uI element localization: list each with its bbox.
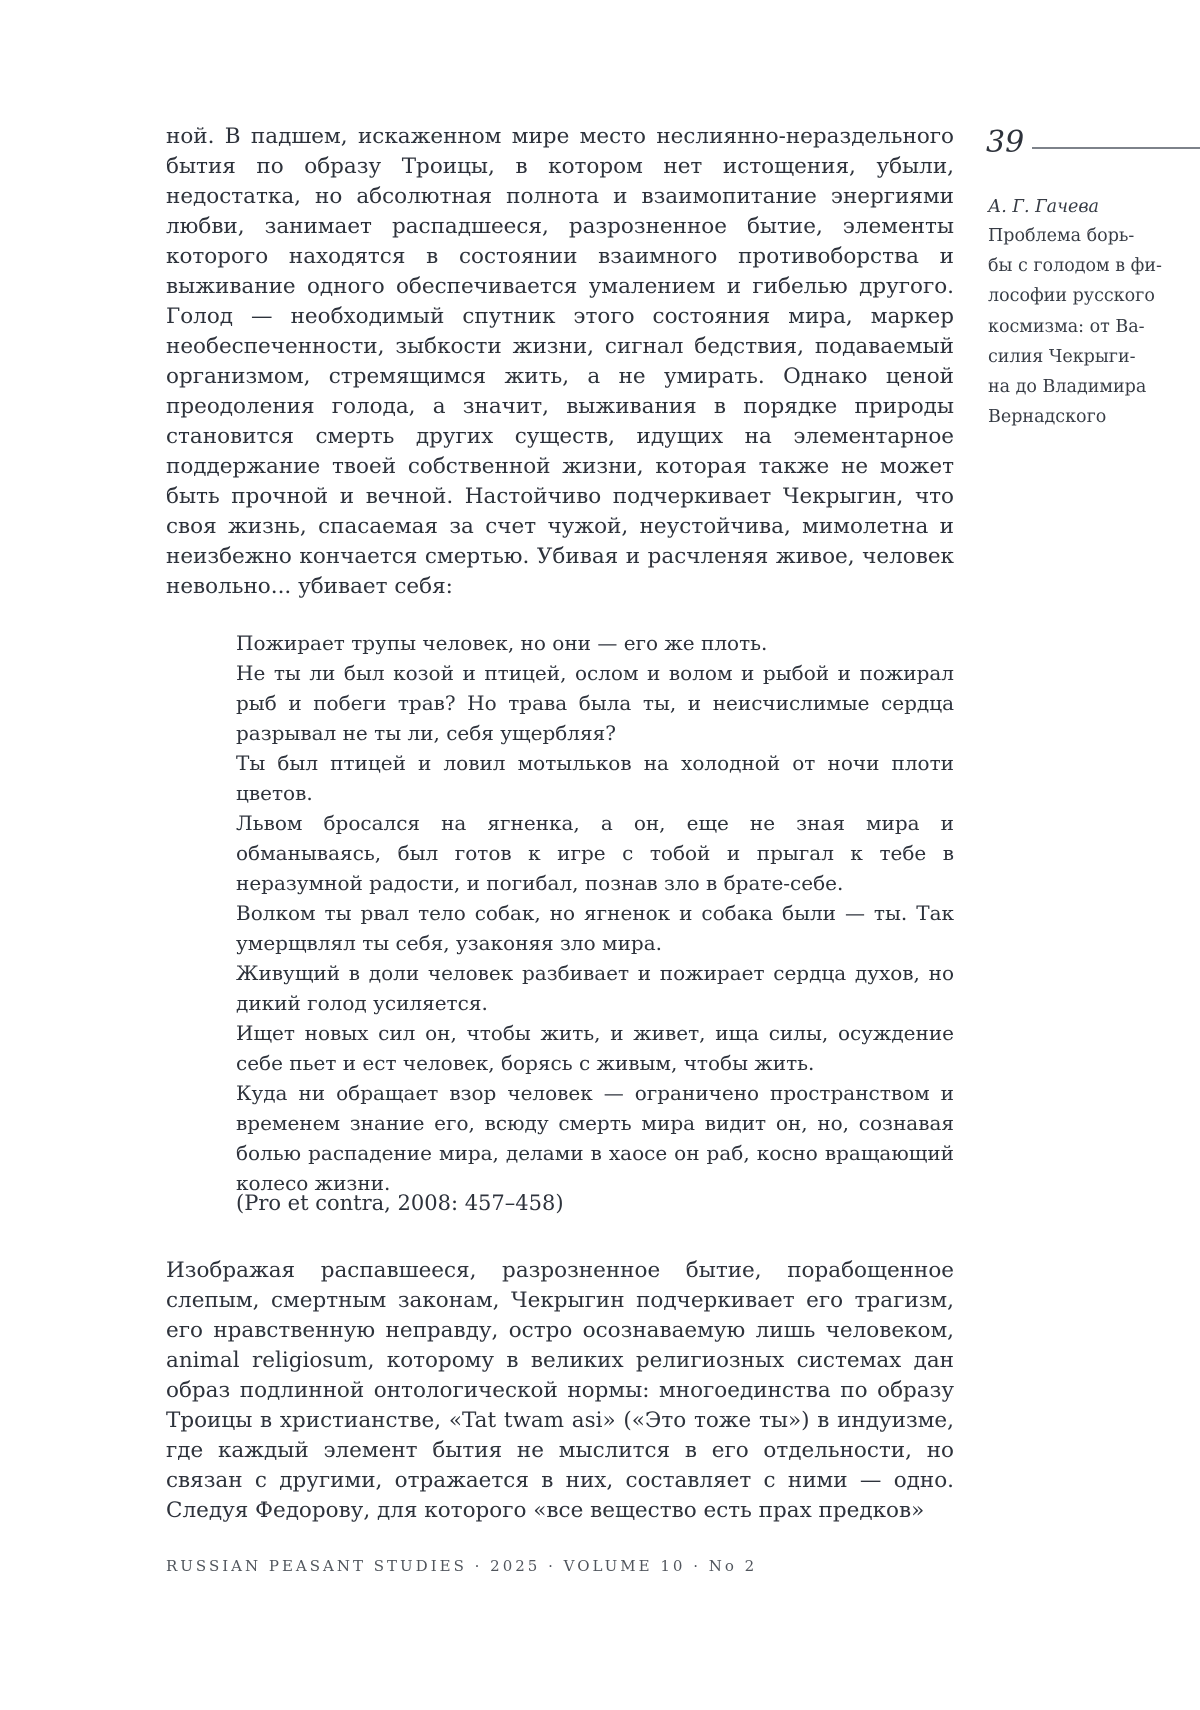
author-name: А. Г. Гачева <box>988 197 1099 217</box>
quote-stanza: Ты был птицей и ловил мотыльков на холодной от ночи плоти цветов. <box>236 751 954 805</box>
quote-stanza: Не ты ли был козой и птицей, ослом и волом и рыбой и пожирал рыб и побеги трав? Но трава была ты, и неисчислимые сердца разрывал не ты ли, себя ущербляя? <box>236 661 954 745</box>
article-title-line: Вернадского <box>988 407 1107 428</box>
article-title-line: на до Владимира <box>988 377 1147 398</box>
quote-stanza: Куда ни обращает взор человек — ограничено пространством и временем знание его, всюду смерть мира видит он, но, сознавая болью распадение мира, делами в хаосе он раб, косно вращающий колесо жизни. <box>236 1081 954 1195</box>
quote-stanza: Пожирает трупы человек, но они — его же плоть. <box>236 631 768 655</box>
article-title-line: космизма: от Ва- <box>988 316 1145 337</box>
quote-stanza: Львом бросался на ягненка, а он, еще не зная мира и обманываясь, был готов к игре с тобой и прыгал к тебе в неразумной радости, и погибал, познав зло в брате-себе. <box>236 811 954 895</box>
body-paragraph-closing: Изображая распавшееся, разрозненное бытие, порабощенное слепым, смертным законам, Чекрыгин подчеркивает его трагизм, его нравственную неправду, остро осознаваемую лишь человеком, animal religiosum, которому в великих религиозных системах дан образ подлинной онтологической нормы: многоединства по образу Троицы в христианстве, «Tat twam asi» («Это тоже ты») в индуизме, где каждый элемент бытия не мыслится в его отдельности, но связан с другими, отражается в них, составляет с ними — одно. Следуя Федорову, для которого «все вещество есть прах предков» <box>166 1258 954 1523</box>
body-paragraph-opening: ной. В падшем, искаженном мире место неслиянно-нераздельного бытия по образу Троицы, в котором нет истощения, убыли, недостатка, но абсолютная полнота и взаимопитание энергиями любви, занимает распадшееся, разрозненное бытие, элементы которого находятся в состоянии взаимного противоборства и выживание одного обеспечивается умалением и гибелью другого. Голод — необходимый спутник этого состояния мира, маркер необеспеченности, зыбкости жизни, сигнал бедствия, подаваемый организмом, стремящимся жить, а не умирать. Однако ценой преодоления голода, а значит, выживания в порядке природы становится смерть других существ, идущих на элементарное поддержание твоей собственной жизни, которая также не может быть прочной и вечной. Настойчиво подчеркивает Чекрыгин, что своя жизнь, спасаемая за счет чужой, неустойчива, мимолетна и неизбежно кончается смертью. Убивая и расчленяя живое, человек невольно... убивает себя: <box>166 124 954 599</box>
article-title-line: бы с голодом в фи- <box>988 256 1162 277</box>
citation-reference: (Pro et contra, 2008: 457–458) <box>236 1191 564 1215</box>
block-quote <box>236 628 954 1198</box>
page-number: 39 <box>986 125 1025 160</box>
quote-stanza: Волком ты рвал тело собак, но ягненок и собака были — ты. Так умерщвлял ты себя, узаконяя зло мира. <box>236 901 954 955</box>
quote-stanza: Ищет новых сил он, чтобы жить, и живет, ища силы, осуждение себе пьет и ест человек, борясь с живым, чтобы жить. <box>236 1021 954 1075</box>
article-title-line: лософии русского <box>988 286 1155 307</box>
header-rule <box>1032 147 1200 149</box>
article-title <box>988 221 1193 432</box>
article-title-line: Проблема борь- <box>988 226 1135 246</box>
quote-stanza: Живущий в доли человек разбивает и пожирает сердца духов, но дикий голод усиляется. <box>236 961 954 1015</box>
journal-footer: RUSSIAN PEASANT STUDIES · 2025 · VOLUME 10 · No 2 <box>166 1557 758 1575</box>
article-title-line: силия Чекрыги- <box>988 346 1136 367</box>
